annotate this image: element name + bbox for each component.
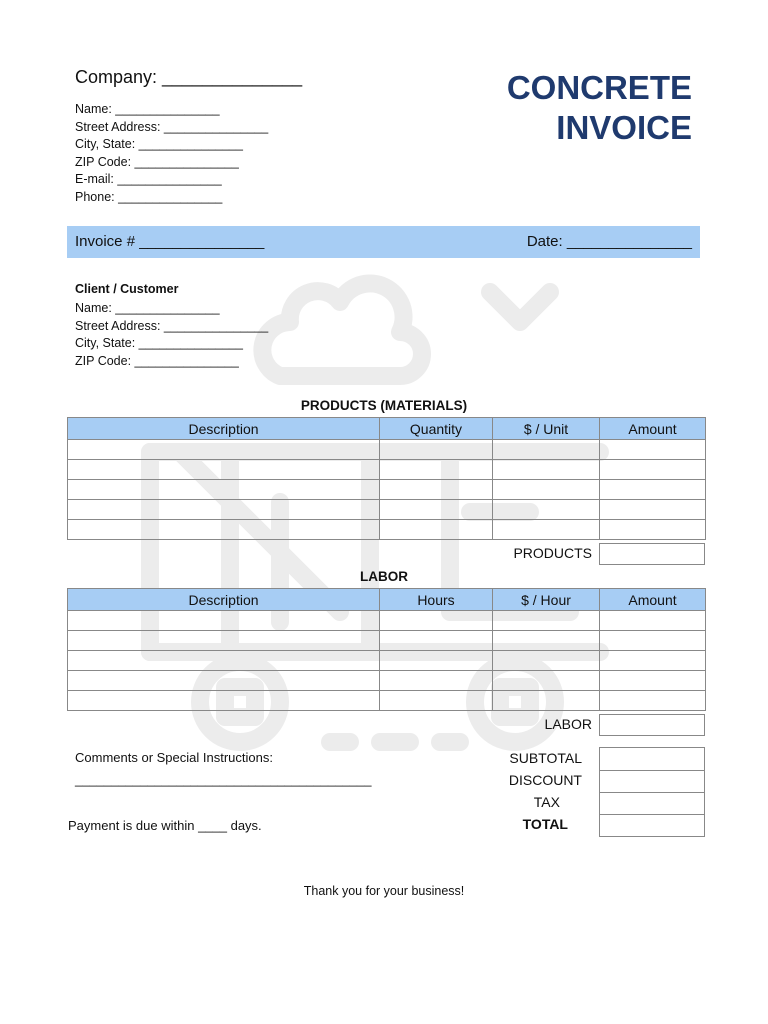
table-cell[interactable] — [493, 500, 600, 520]
table-cell[interactable] — [380, 611, 493, 631]
table-row — [68, 671, 706, 691]
company-field[interactable]: Company: ______________ — [75, 67, 303, 87]
table-cell[interactable] — [493, 480, 600, 500]
client-name-field[interactable]: Name: _______________ — [75, 301, 220, 315]
table-row — [68, 691, 706, 711]
discount-label: DISCOUNT — [508, 772, 582, 788]
sender-name-field[interactable]: Name: _______________ — [75, 102, 220, 116]
table-cell[interactable] — [493, 651, 600, 671]
tax-label: TAX — [533, 794, 560, 810]
subtotal-label: SUBTOTAL — [509, 750, 582, 766]
products-header-unit-price: $ / Unit — [493, 418, 600, 440]
table-row — [68, 520, 706, 540]
table-cell[interactable] — [68, 611, 380, 631]
table-cell[interactable] — [493, 460, 600, 480]
table-cell[interactable] — [68, 460, 380, 480]
products-subtotal-box[interactable] — [599, 543, 705, 565]
labor-subtotal-box[interactable] — [599, 714, 705, 736]
table-cell[interactable] — [380, 671, 493, 691]
labor-section-title: LABOR — [360, 569, 408, 584]
table-row — [68, 440, 706, 460]
title-line-2: INVOICE — [556, 109, 692, 146]
invoice-number-field[interactable]: Invoice # _______________ — [75, 233, 265, 250]
table-cell[interactable] — [380, 631, 493, 651]
table-row — [68, 631, 706, 651]
table-cell[interactable] — [493, 440, 600, 460]
table-cell[interactable] — [600, 440, 706, 460]
client-city-state-field[interactable]: City, State: _______________ — [75, 336, 243, 350]
table-cell[interactable] — [380, 460, 493, 480]
discount-field[interactable] — [600, 770, 704, 793]
client-street-field[interactable]: Street Address: _______________ — [75, 318, 269, 333]
table-cell[interactable] — [68, 520, 380, 540]
total-field[interactable] — [600, 814, 704, 836]
table-cell[interactable] — [68, 500, 380, 520]
tax-field[interactable] — [600, 792, 704, 815]
products-header-description: Description — [68, 418, 380, 440]
comments-input-line[interactable]: _________________________________________ — [75, 772, 372, 787]
table-row — [68, 500, 706, 520]
sender-zip-field[interactable]: ZIP Code: _______________ — [75, 154, 239, 169]
table-cell[interactable] — [493, 631, 600, 651]
table-cell[interactable] — [380, 520, 493, 540]
table-cell[interactable] — [493, 671, 600, 691]
comments-label: Comments or Special Instructions: — [75, 750, 273, 765]
table-cell[interactable] — [600, 480, 706, 500]
table-cell[interactable] — [600, 520, 706, 540]
sender-details — [75, 101, 268, 206]
table-cell[interactable] — [68, 440, 380, 460]
table-cell[interactable] — [493, 520, 600, 540]
products-section-title: PRODUCTS (MATERIALS) — [300, 398, 468, 413]
table-cell[interactable] — [493, 691, 600, 711]
table-cell[interactable] — [68, 631, 380, 651]
sender-city-state-field[interactable]: City, State: _______________ — [75, 137, 243, 151]
document-title — [507, 68, 692, 148]
labor-header-row — [68, 589, 706, 611]
table-cell[interactable] — [600, 691, 706, 711]
subtotal-field[interactable] — [600, 748, 704, 771]
table-cell[interactable] — [68, 480, 380, 500]
table-cell[interactable] — [600, 671, 706, 691]
table-cell[interactable] — [380, 500, 493, 520]
title-line-1: CONCRETE — [506, 69, 692, 106]
table-row — [68, 480, 706, 500]
labor-header-description: Description — [68, 589, 380, 611]
products-header-row — [68, 418, 706, 440]
total-label: TOTAL — [522, 816, 568, 832]
table-cell[interactable] — [493, 611, 600, 631]
products-table — [67, 417, 706, 540]
sender-email-field[interactable]: E-mail: _______________ — [75, 172, 222, 186]
table-cell[interactable] — [68, 691, 380, 711]
labor-table — [67, 588, 706, 711]
client-zip-field[interactable]: ZIP Code: _______________ — [75, 353, 239, 368]
table-cell[interactable] — [380, 691, 493, 711]
table-cell[interactable] — [600, 460, 706, 480]
table-row — [68, 611, 706, 631]
table-cell[interactable] — [600, 651, 706, 671]
table-cell[interactable] — [600, 500, 706, 520]
client-details — [75, 300, 268, 370]
products-subtotal-label: PRODUCTS — [513, 545, 592, 561]
table-row — [68, 460, 706, 480]
table-row — [68, 651, 706, 671]
labor-header-hours: Hours — [380, 589, 493, 611]
table-cell[interactable] — [380, 651, 493, 671]
invoice-info-bar — [67, 226, 700, 258]
labor-subtotal-label: LABOR — [544, 716, 592, 732]
payment-terms[interactable]: Payment is due within ____ days. — [68, 818, 262, 833]
table-cell[interactable] — [600, 611, 706, 631]
table-cell[interactable] — [380, 440, 493, 460]
labor-header-amount: Amount — [600, 589, 706, 611]
products-header-quantity: Quantity — [380, 418, 493, 440]
labor-header-hourly-rate: $ / Hour — [493, 589, 600, 611]
products-header-amount: Amount — [600, 418, 706, 440]
thank-you-note: Thank you for your business! — [303, 884, 465, 898]
table-cell[interactable] — [68, 671, 380, 691]
client-heading: Client / Customer — [75, 282, 179, 296]
invoice-date-field[interactable]: Date: _______________ — [526, 233, 692, 250]
table-cell[interactable] — [68, 651, 380, 671]
table-cell[interactable] — [600, 631, 706, 651]
sender-phone-field[interactable]: Phone: _______________ — [75, 189, 223, 204]
sender-street-field[interactable]: Street Address: _______________ — [75, 119, 269, 134]
totals-box — [599, 747, 705, 837]
table-cell[interactable] — [380, 480, 493, 500]
